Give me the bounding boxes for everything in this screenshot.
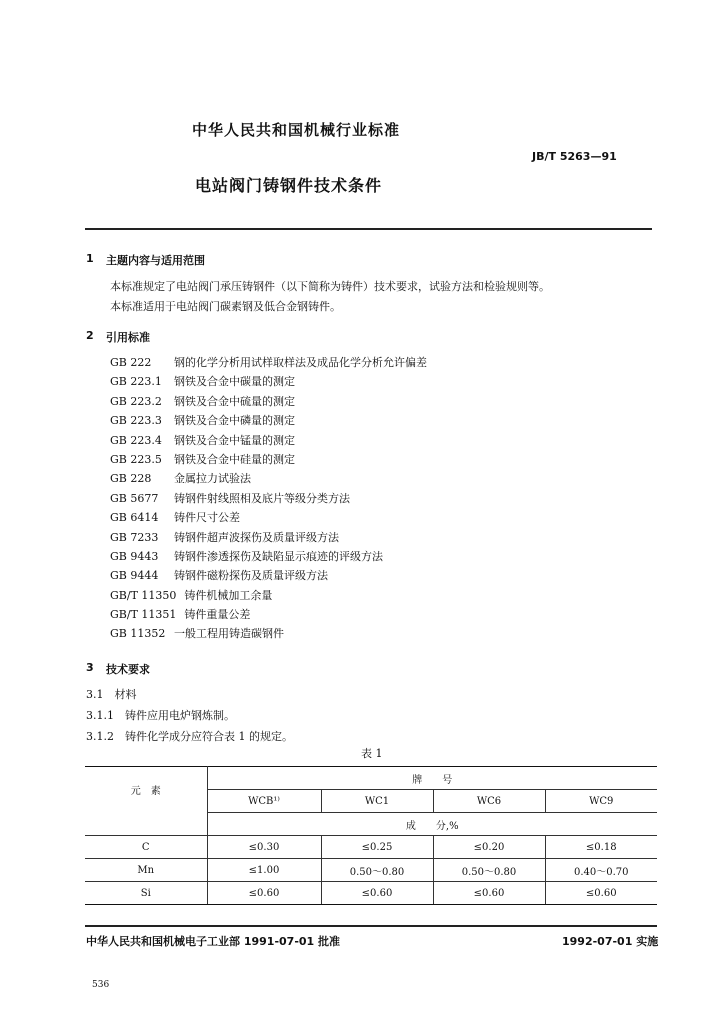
footer-divider bbox=[85, 925, 657, 927]
section-1-heading: 主题内容与适用范围 bbox=[106, 254, 205, 267]
reference-item bbox=[110, 605, 427, 624]
reference-title: 钢铁及合金中硫量的测定 bbox=[174, 394, 295, 408]
title-divider bbox=[85, 228, 652, 230]
reference-list bbox=[110, 353, 427, 644]
approval-line: 中华人民共和国机械电子工业部 1991-07-01 批准 bbox=[86, 935, 341, 948]
clause-3-1: 3.1 材料 bbox=[86, 688, 137, 701]
section-2-number: 2 bbox=[86, 329, 94, 342]
table-1 bbox=[85, 766, 657, 905]
implementation-date: 1992-07-01 实施 bbox=[562, 935, 659, 948]
section-1-number: 1 bbox=[86, 252, 94, 265]
grade-header: WC9 bbox=[545, 790, 657, 813]
page-number: 536 bbox=[92, 980, 110, 990]
reference-code: GB 228 bbox=[110, 472, 152, 486]
clause-3-1-2: 3.1.2 铸件化学成分应符合表 1 的规定。 bbox=[86, 730, 293, 743]
standard-number: JB/T 5263—91 bbox=[532, 150, 617, 163]
value-cell: ≤0.60 bbox=[433, 882, 545, 905]
reference-code: GB 9444 bbox=[110, 569, 159, 583]
section-1-paragraph-2: 本标准适用于电站阀门碳素钢及低合金钢铸件。 bbox=[110, 300, 341, 313]
reference-title: 铸件重量公差 bbox=[184, 608, 251, 622]
reference-code: GB 11352 bbox=[110, 627, 166, 641]
reference-item bbox=[110, 353, 427, 372]
reference-code: GB 223.3 bbox=[110, 414, 162, 428]
value-cell: ≤1.00 bbox=[207, 859, 321, 882]
reference-code: GB 7233 bbox=[110, 530, 159, 544]
reference-item bbox=[110, 566, 427, 585]
section-3-number: 3 bbox=[86, 661, 94, 674]
reference-title: 铸钢件渗透探伤及缺陷显示痕迹的评级方法 bbox=[174, 549, 383, 563]
reference-item bbox=[110, 586, 427, 605]
org-title: 中华人民共和国机械行业标准 bbox=[192, 121, 401, 139]
table-1-caption: 表 1 bbox=[361, 747, 383, 760]
reference-title: 钢铁及合金中碳量的测定 bbox=[174, 375, 295, 389]
reference-code: GB 6414 bbox=[110, 511, 159, 525]
reference-title: 铸钢件超声波探伤及质量评级方法 bbox=[174, 530, 339, 544]
reference-item bbox=[110, 469, 427, 488]
reference-code: GB 223.2 bbox=[110, 394, 162, 408]
reference-item bbox=[110, 411, 427, 430]
reference-code: GB 223.1 bbox=[110, 375, 162, 389]
reference-code: GB 223.5 bbox=[110, 452, 162, 466]
reference-title: 钢铁及合金中锰量的测定 bbox=[174, 433, 295, 447]
reference-code: GB 223.4 bbox=[110, 433, 162, 447]
element-cell: Mn bbox=[85, 859, 207, 882]
reference-code: GB/T 11350 bbox=[110, 588, 177, 602]
reference-title: 钢铁及合金中磷量的测定 bbox=[174, 414, 295, 428]
element-cell: Si bbox=[85, 882, 207, 905]
reference-item bbox=[110, 431, 427, 450]
reference-item bbox=[110, 624, 427, 643]
row-header-element: 元 素 bbox=[85, 767, 207, 813]
reference-item bbox=[110, 508, 427, 527]
reference-title: 铸件尺寸公差 bbox=[174, 511, 240, 525]
reference-title: 铸件机械加工余量 bbox=[184, 588, 273, 602]
reference-title: 铸钢件射线照相及底片等级分类方法 bbox=[174, 491, 350, 505]
reference-item bbox=[110, 489, 427, 508]
reference-code: GB/T 11351 bbox=[110, 608, 177, 622]
section-1-paragraph-1: 本标准规定了电站阀门承压铸钢件（以下简称为铸件）技术要求，试验方法和检验规则等。 bbox=[110, 280, 550, 293]
composition-subheader: 成 分,% bbox=[207, 813, 657, 836]
reference-item bbox=[110, 450, 427, 469]
reference-title: 金属拉力试验法 bbox=[174, 472, 251, 486]
document-title: 电站阀门铸钢件技术条件 bbox=[195, 176, 383, 195]
grade-group-header: 牌 号 bbox=[207, 767, 657, 790]
value-cell: ≤0.18 bbox=[545, 836, 657, 859]
reference-code: GB 222 bbox=[110, 356, 152, 369]
section-2-heading: 引用标准 bbox=[106, 331, 150, 344]
section-3-heading: 技术要求 bbox=[106, 663, 150, 676]
value-cell: 0.50～0.80 bbox=[321, 859, 433, 882]
grade-header: WC1 bbox=[321, 790, 433, 813]
value-cell: ≤0.60 bbox=[207, 882, 321, 905]
value-cell: ≤0.30 bbox=[207, 836, 321, 859]
value-cell: 0.40～0.70 bbox=[545, 859, 657, 882]
clause-3-1-1: 3.1.1 铸件应用电炉钢炼制。 bbox=[86, 709, 235, 722]
grade-header: WC6 bbox=[433, 790, 545, 813]
reference-item bbox=[110, 392, 427, 411]
reference-item bbox=[110, 528, 427, 547]
reference-item bbox=[110, 372, 427, 391]
reference-code: GB 9443 bbox=[110, 549, 159, 563]
reference-title: 铸钢件磁粉探伤及质量评级方法 bbox=[174, 569, 328, 583]
reference-title: 钢铁及合金中硅量的测定 bbox=[174, 452, 295, 466]
value-cell: 0.50～0.80 bbox=[433, 859, 545, 882]
reference-code: GB 5677 bbox=[110, 491, 159, 505]
reference-title: 钢的化学分析用试样取样法及成品化学分析允许偏差 bbox=[174, 356, 427, 369]
value-cell: ≤0.25 bbox=[321, 836, 433, 859]
empty-cell bbox=[85, 813, 207, 836]
grade-header: WCB¹⁾ bbox=[207, 790, 321, 813]
value-cell: ≤0.60 bbox=[321, 882, 433, 905]
reference-item bbox=[110, 547, 427, 566]
value-cell: ≤0.20 bbox=[433, 836, 545, 859]
reference-title: 一般工程用铸造碳钢件 bbox=[174, 627, 284, 641]
value-cell: ≤0.60 bbox=[545, 882, 657, 905]
element-cell: C bbox=[85, 836, 207, 859]
